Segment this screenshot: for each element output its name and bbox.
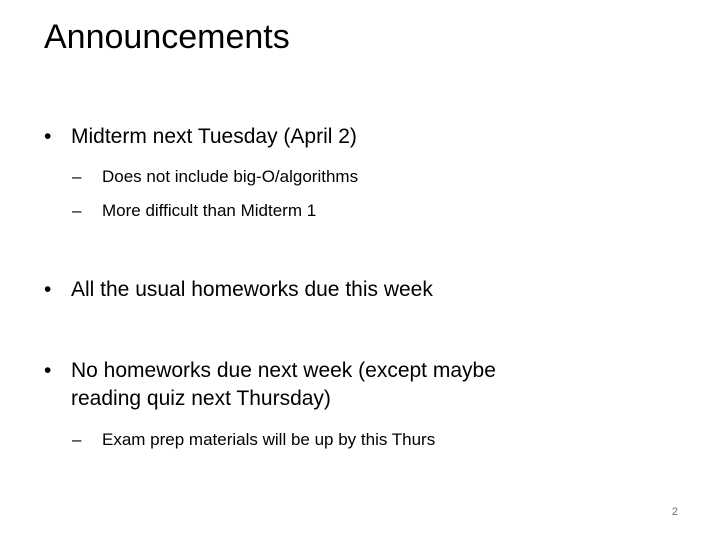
sub-bullet-marker: – xyxy=(72,201,82,220)
sub-bullet-text: Does not include big-O/algorithms xyxy=(102,167,359,186)
bullet-item-homeworks xyxy=(44,276,433,304)
sub-bullet-marker: – xyxy=(72,430,82,449)
sub-bullet-item xyxy=(72,426,435,454)
sub-bullet-text: Exam prep materials will be up by this Thurs xyxy=(102,430,436,449)
bullet-marker: • xyxy=(44,359,52,382)
bullet-text: Midterm next Tuesday (April 2) xyxy=(71,125,357,148)
bullet-marker: • xyxy=(44,125,52,148)
bullet-item-midterm xyxy=(44,123,357,151)
sub-bullet-marker: – xyxy=(72,167,82,186)
sub-bullet-item xyxy=(72,197,316,225)
bullet-marker: • xyxy=(44,278,52,301)
sub-bullet-text: More difficult than Midterm 1 xyxy=(102,201,317,220)
page-number: 2 xyxy=(671,506,678,518)
bullet-text-line-1: No homeworks due next week (except maybe xyxy=(71,359,496,382)
sub-bullet-item xyxy=(72,163,358,191)
bullet-text-line-2: reading quiz next Thursday) xyxy=(71,387,331,410)
bullet-item-next-week xyxy=(44,357,496,413)
bullet-text: All the usual homeworks due this week xyxy=(71,278,433,301)
slide-title: Announcements xyxy=(44,18,290,56)
